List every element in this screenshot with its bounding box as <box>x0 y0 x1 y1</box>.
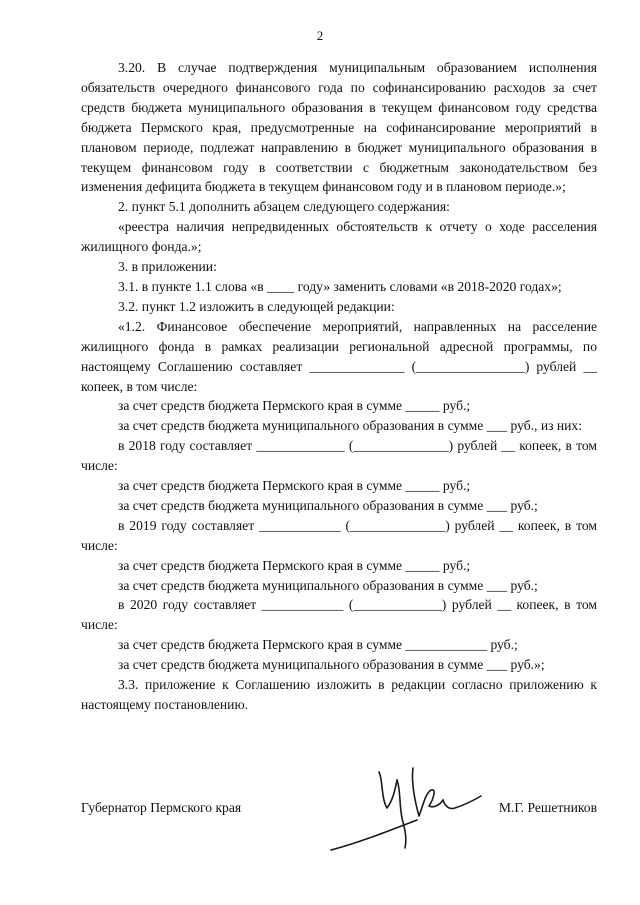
paragraph-2019-regional: за счет средств бюджета Пермского края в сумме _____ руб.; <box>118 557 471 573</box>
paragraph-2019-total: в 2019 году составляет ____________ (______________) рублей __ копеек, в том числе: <box>81 517 597 553</box>
paragraph-item-2: 2. пункт 5.1 дополнить абзацем следующего содержания: <box>118 199 450 215</box>
handwritten-signature <box>321 750 491 860</box>
paragraph-2020-municipal: за счет средств бюджета муниципального образования в сумме ___ руб.»; <box>118 657 545 673</box>
paragraph-2020-total: в 2020 году составляет ____________ (_____________) рублей __ копеек, в том числе: <box>81 597 597 633</box>
paragraph-2019-municipal: за счет средств бюджета муниципального образования в сумме ___ руб.; <box>118 577 538 593</box>
paragraph-3-1: 3.1. в пункте 1.1 слова «в ____ году» заменить словами «в 2018-2020 годах»; <box>118 278 562 294</box>
paragraph-3-3: 3.3. приложение к Соглашению изложить в редакции согласно приложению к настоящему постановлению. <box>81 677 597 712</box>
page-number: 2 <box>316 28 324 43</box>
paragraph-1-2-total: «1.2. Финансовое обеспечение мероприятий, направленных на расселение жилищного фонда в рамках реализации региональной адресной программы, по настоящему Соглашению составляет ______________ (________________) рублей __ копеек, в том числе: <box>81 318 597 394</box>
signature-block <box>81 798 597 838</box>
signatory-title: Губернатор Пермского края <box>81 800 242 815</box>
paragraph-total-municipal: за счет средств бюджета муниципального образования в сумме ___ руб., из них: <box>118 418 582 434</box>
paragraph-3-20: 3.20. В случае подтверждения муниципальным образованием исполнения обязательств очередного финансового года по софинансированию расходов за счет средств бюджета муниципального образования в текущем финансовом году средства бюджета Пермского края, предусмотренные на софинансирование мероприятий в плановом периоде, подлежат направлению в бюджет муниципального образования в текущем финансовом году в соответствии с бюджетным законодательством без изменения дефицита бюджета в текущем финансовом году и в плановом периоде.»; <box>81 60 597 195</box>
signatory-name: М.Г. Решетников <box>498 800 597 815</box>
paragraph-total-regional: за счет средств бюджета Пермского края в сумме _____ руб.; <box>118 398 471 414</box>
paragraph-2018-regional: за счет средств бюджета Пермского края в сумме _____ руб.; <box>118 478 471 494</box>
paragraph-item-3: 3. в приложении: <box>118 259 217 275</box>
paragraph-2018-municipal: за счет средств бюджета муниципального образования в сумме ___ руб.; <box>118 497 538 513</box>
paragraph-quote-register: «реестра наличия непредвиденных обстоятельств к отчету о ходе расселения жилищного фонда.»; <box>81 219 597 255</box>
paragraph-2018-total: в 2018 году составляет _____________ (______________) рублей __ копеек, в том числе: <box>81 438 597 474</box>
document-body <box>81 58 597 715</box>
paragraph-3-2: 3.2. пункт 1.2 изложить в следующей редакции: <box>118 298 395 314</box>
paragraph-2020-regional: за счет средств бюджета Пермского края в сумме ____________ руб.; <box>118 637 518 653</box>
